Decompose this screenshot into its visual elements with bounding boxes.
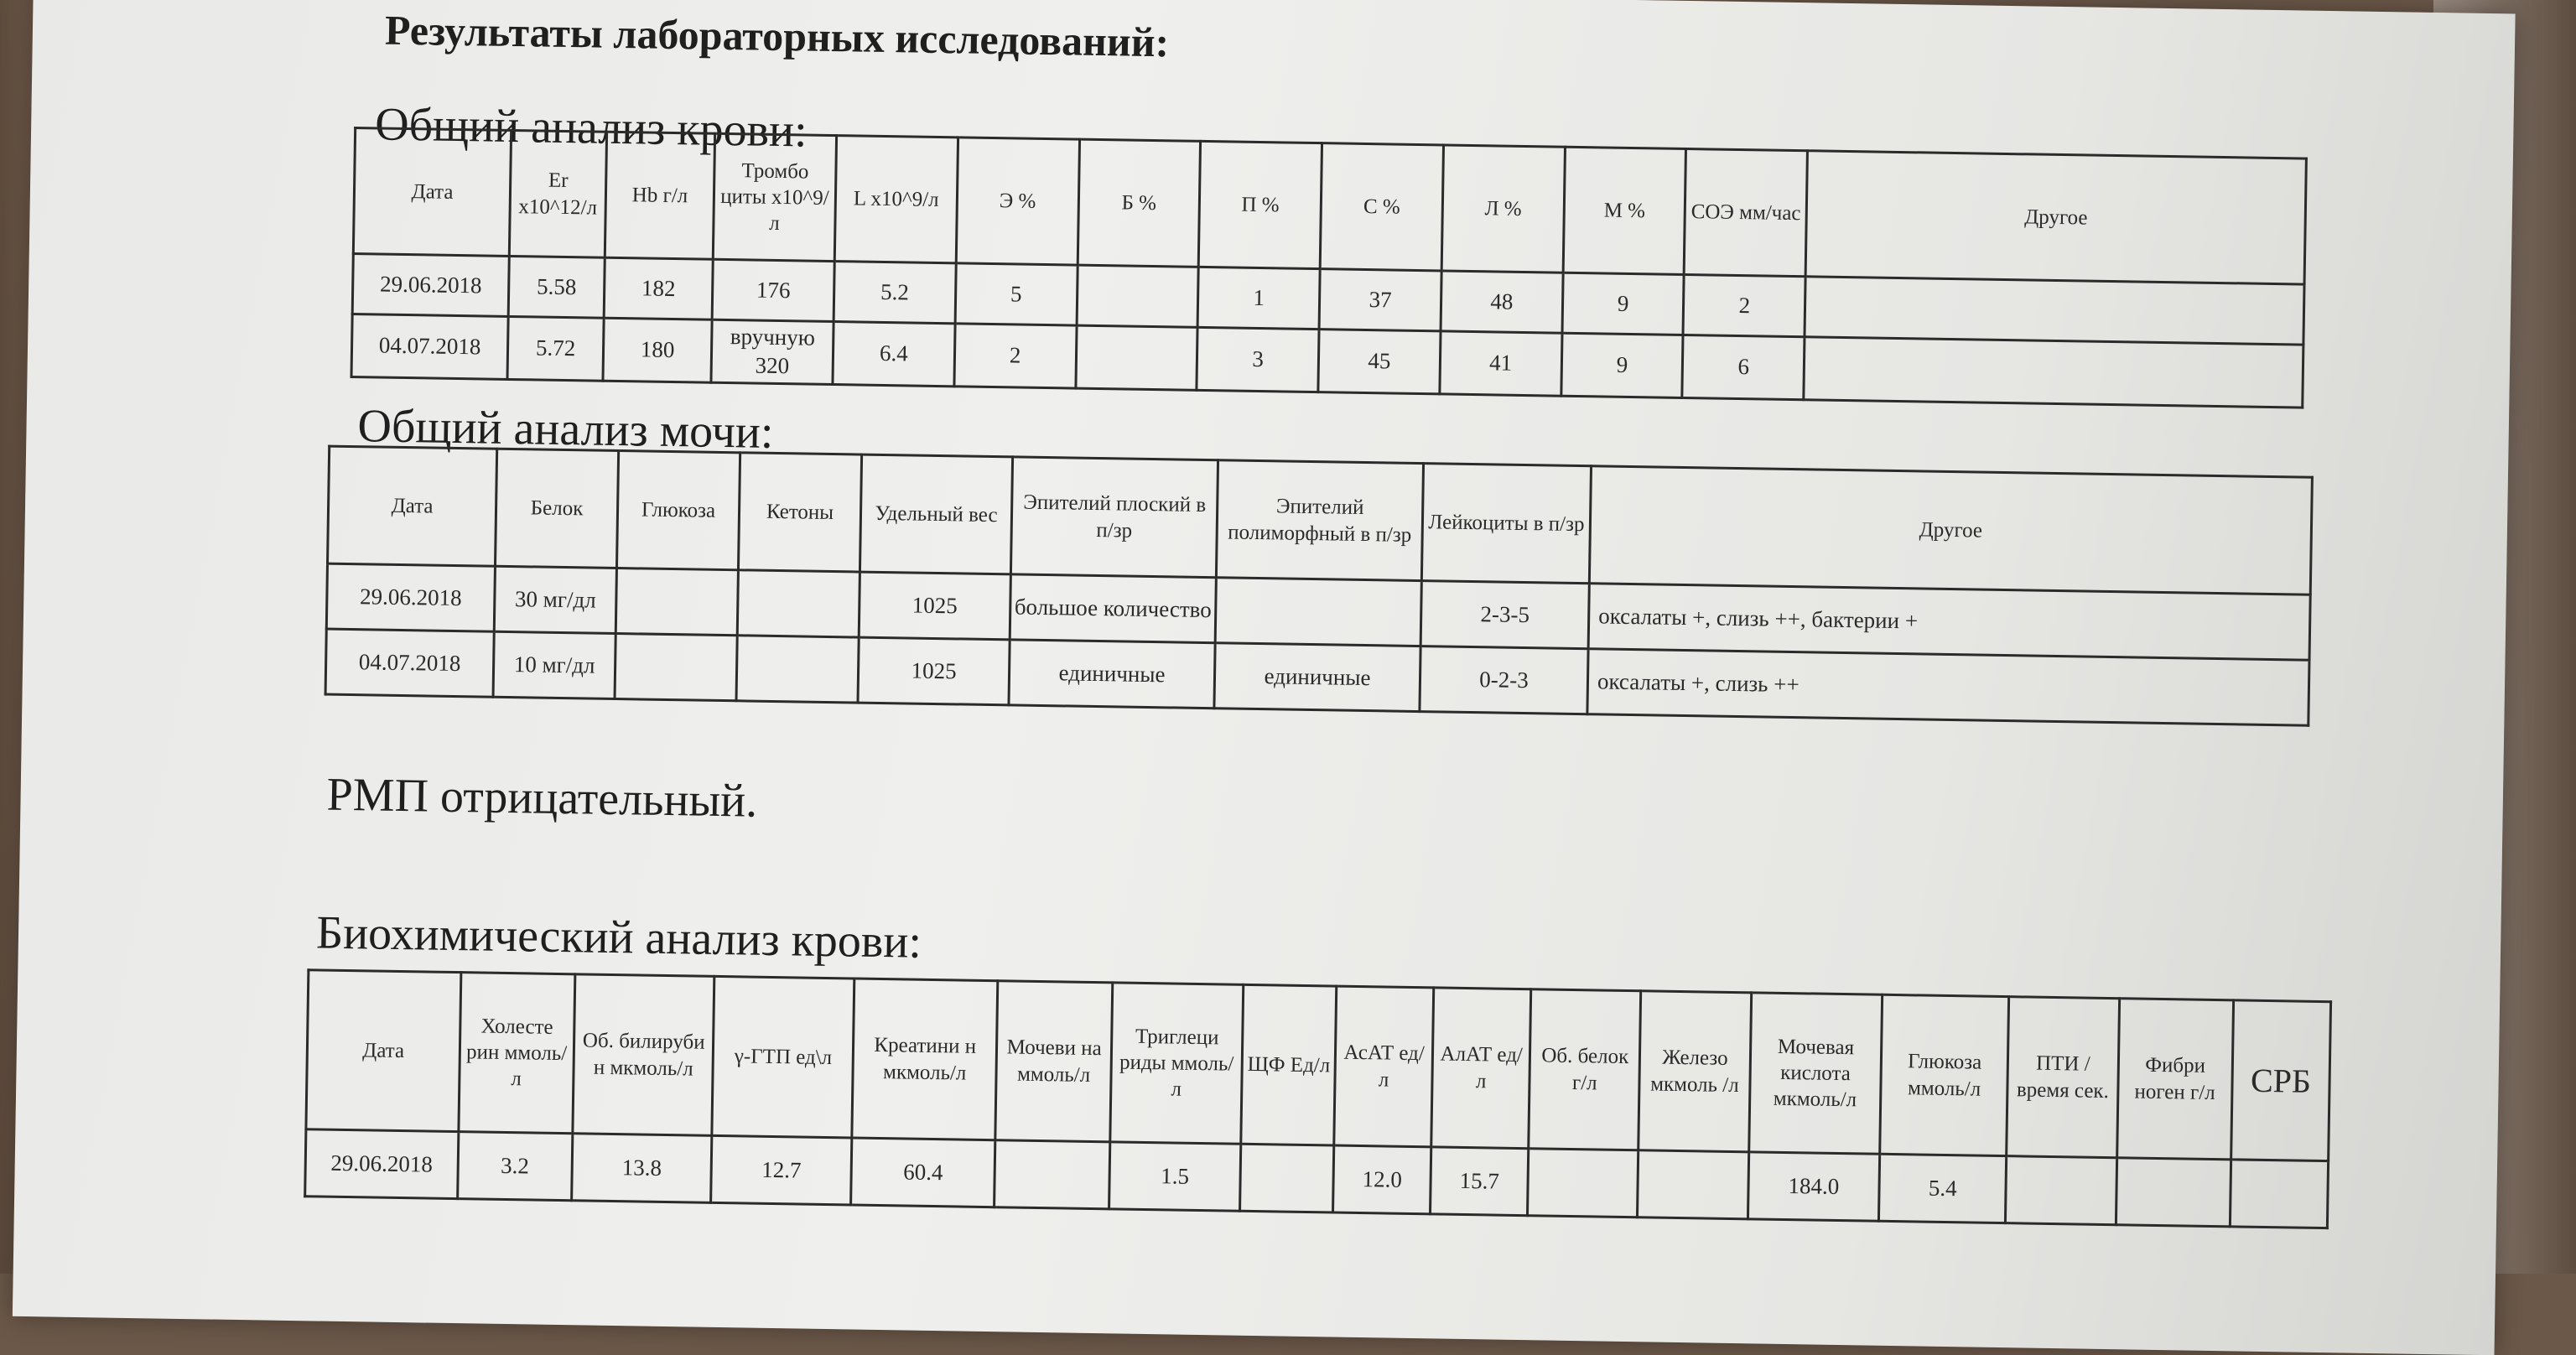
table-cell: 10 мг/дл — [493, 631, 615, 698]
header-cell: Другое — [1805, 151, 2306, 284]
header-cell: Об. белок г/л — [1529, 989, 1641, 1150]
table-cell: 180 — [603, 318, 712, 382]
table-cell: 12.0 — [1333, 1145, 1431, 1214]
header-cell: Железо мкмоль /л — [1639, 991, 1751, 1152]
header-cell: L x10^9/л — [834, 136, 958, 263]
header-cell: СОЭ мм/час — [1685, 148, 1808, 276]
document-page — [13, 0, 2516, 1355]
table-cell: 1 — [1197, 267, 1320, 329]
table-cell: 5.4 — [1878, 1154, 2007, 1223]
header-cell: АсАТ ед/л — [1334, 986, 1434, 1147]
table-cell: 2 — [954, 324, 1077, 388]
urine-test-title: Общий анализ мочи: — [357, 400, 774, 459]
header-cell: Эпителий полиморфный в п/зр — [1216, 460, 1423, 581]
table-cell: 29.06.2018 — [305, 1129, 459, 1199]
table-cell: вручную 320 — [711, 319, 834, 384]
table-cell — [1805, 277, 2304, 345]
table-cell — [1804, 337, 2303, 408]
header-cell: Эпителий плоский в п/зр — [1010, 457, 1218, 578]
table-cell — [1077, 265, 1199, 327]
table-cell: 5.2 — [834, 262, 956, 324]
table-cell — [2116, 1158, 2231, 1227]
table-cell: 13.8 — [572, 1134, 713, 1203]
header-cell: Э % — [956, 138, 1079, 265]
table-cell: 48 — [1441, 271, 1563, 333]
table-cell — [737, 570, 860, 637]
table-cell: 2-3-5 — [1420, 581, 1589, 649]
table-cell: 6.4 — [833, 322, 955, 387]
header-cell: Глюкоза ммоль/л — [1880, 994, 2009, 1155]
table-cell: 29.06.2018 — [352, 254, 509, 317]
header-cell: Холесте рин ммоль/л — [459, 973, 575, 1134]
header-cell: Другое — [1589, 466, 2312, 594]
table-cell — [2006, 1156, 2116, 1225]
table-cell: единичные — [1009, 640, 1215, 709]
table-cell: 176 — [712, 259, 834, 321]
table-cell — [615, 634, 737, 701]
header-cell: Мочеви на ммоль/л — [995, 981, 1112, 1142]
header-cell: Мочевая кислота мкмоль/л — [1748, 993, 1882, 1154]
table-cell: оксалаты +, слизь ++ — [1587, 649, 2309, 725]
table-cell: 29.06.2018 — [326, 563, 495, 631]
header-cell: Er x10^12/л — [509, 130, 606, 257]
table-cell: 5.58 — [508, 256, 605, 318]
header-cell: Дата — [328, 446, 497, 566]
table-cell: 9 — [1562, 273, 1685, 335]
header-cell: АлАТ ед/л — [1431, 988, 1531, 1149]
table-cell — [1075, 325, 1197, 390]
table-cell: 60.4 — [850, 1138, 995, 1207]
header-cell: Б % — [1078, 139, 1201, 267]
table-cell: единичные — [1214, 643, 1420, 712]
table-cell: 15.7 — [1431, 1147, 1529, 1216]
header-cell: Об. билируби н мкмоль/л — [573, 974, 714, 1136]
header-cell: Фибри ноген г/л — [2116, 999, 2233, 1160]
table-cell — [615, 568, 738, 636]
table-cell: 3.2 — [457, 1132, 572, 1201]
table-cell: 1.5 — [1109, 1142, 1241, 1211]
table-cell — [1240, 1144, 1334, 1212]
header-cell: Белок — [495, 449, 618, 568]
table-cell: 3 — [1197, 327, 1319, 392]
table-cell: большое количество — [1010, 574, 1216, 643]
table-cell: 30 мг/дл — [494, 566, 616, 633]
table-cell: 45 — [1318, 330, 1441, 394]
header-cell: Hb г/л — [605, 132, 715, 259]
blood-test-table — [350, 127, 2307, 408]
header-cell: Кетоны — [738, 453, 861, 572]
table-cell: 5.72 — [507, 316, 604, 380]
header-cell: Удельный вес — [860, 454, 1012, 574]
table-cell — [2230, 1160, 2328, 1228]
urine-test-table — [325, 445, 2314, 727]
table-cell: 04.07.2018 — [325, 629, 494, 697]
table-header-row — [306, 970, 2331, 1161]
table-cell: 04.07.2018 — [351, 314, 508, 379]
header-cell: Глюкоза — [616, 451, 740, 570]
table-cell: 1025 — [859, 572, 1010, 640]
table-cell: 1025 — [858, 637, 1010, 705]
rmp-result: РМП отрицательный. — [326, 768, 758, 828]
table-cell — [1638, 1150, 1748, 1219]
blood-test-title: Общий анализ крови: — [374, 98, 808, 158]
table-cell: 184.0 — [1748, 1152, 1880, 1221]
header-cell: ЩФ Ед/л — [1241, 984, 1337, 1145]
header-cell: Тромбо циты x10^9/л — [713, 133, 836, 261]
table-cell: 37 — [1319, 269, 1441, 331]
table-cell — [995, 1140, 1109, 1209]
table-cell — [1528, 1149, 1639, 1217]
header-cell: Лейкоциты в п/зр — [1421, 464, 1591, 584]
table-cell: 2 — [1683, 274, 1805, 336]
header-cell: Дата — [306, 970, 461, 1132]
table-cell — [1215, 578, 1421, 646]
header-cell: М % — [1563, 147, 1686, 274]
header-cell: Креатини н мкмоль/л — [852, 979, 999, 1140]
table-cell: 5 — [955, 263, 1078, 325]
table-cell — [736, 636, 859, 703]
biochem-test-table — [304, 968, 2332, 1229]
table-cell: 6 — [1682, 335, 1805, 399]
table-cell: оксалаты +, слизь ++, бактерии + — [1588, 584, 2310, 660]
table-cell: 0-2-3 — [1420, 646, 1588, 714]
table-cell: 41 — [1440, 331, 1562, 396]
header-cell: Л % — [1441, 145, 1565, 273]
table-cell: 182 — [604, 257, 713, 319]
table-cell: 9 — [1561, 333, 1683, 397]
table-cell: 12.7 — [711, 1135, 852, 1205]
header-cell: Триглеци риды ммоль/л — [1110, 983, 1244, 1144]
header-cell: Дата — [353, 128, 511, 257]
header-cell: γ-ГТП ед\л — [712, 976, 854, 1138]
header-cell: ПТИ /время сек. — [2007, 997, 2119, 1158]
biochem-test-title: Биохимический анализ крови: — [315, 906, 922, 968]
header-cell: П % — [1198, 141, 1322, 268]
header-cell: СРБ — [2231, 1000, 2330, 1161]
page-title: Результаты лабораторных исследований: — [384, 6, 1170, 66]
header-cell: С % — [1320, 143, 1443, 271]
